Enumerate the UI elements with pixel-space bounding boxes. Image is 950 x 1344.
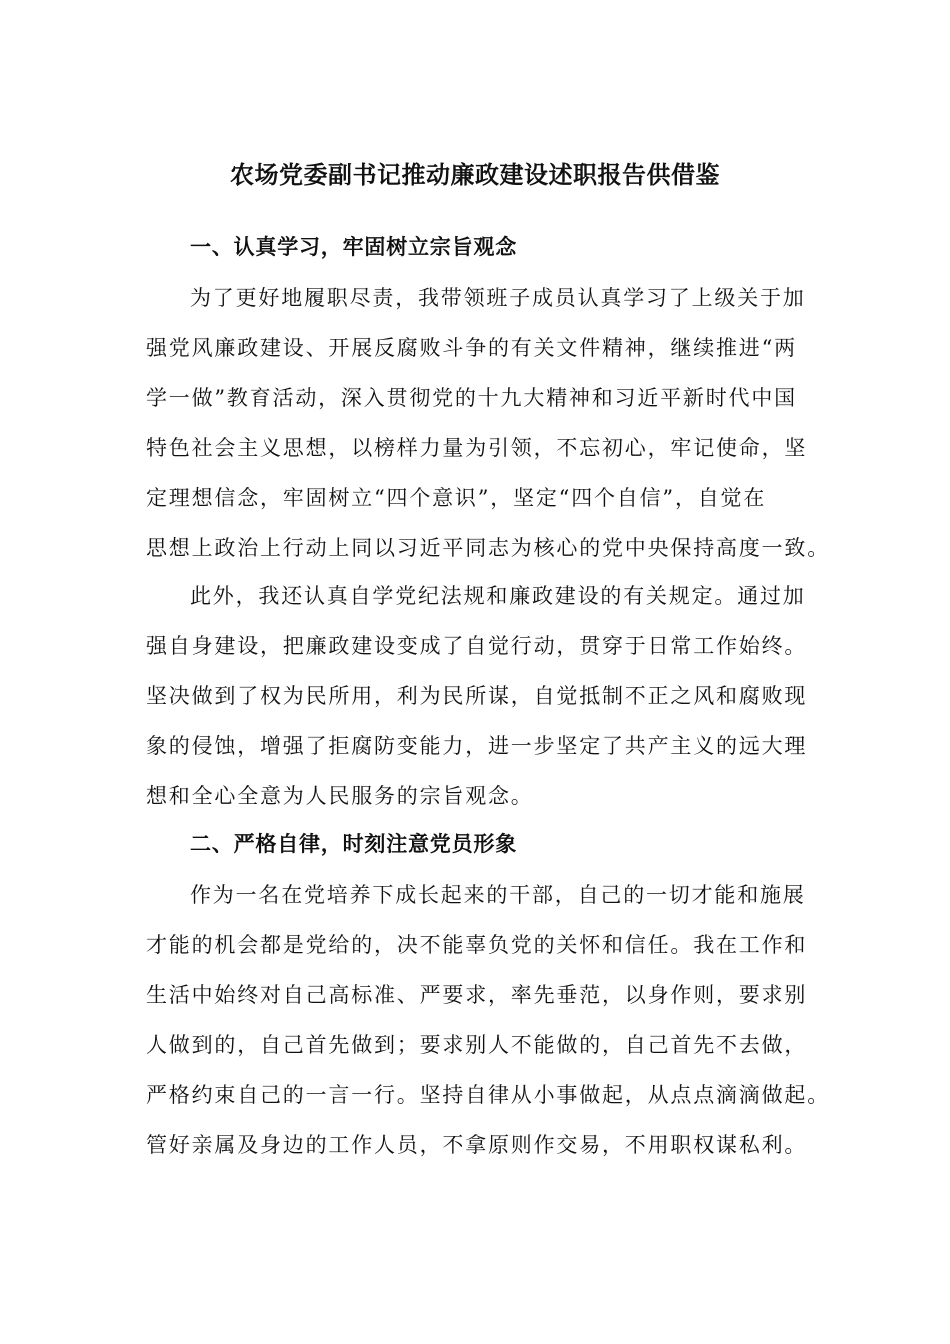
text-line: 思想上政治上行动上同以习近平同志为核心的党中央保持高度一致。 (146, 536, 830, 560)
text-line: 想和全心全意为人民服务的宗旨观念。 (146, 784, 534, 808)
document-title: 农场党委副书记推动廉政建设述职报告供借鉴 (230, 160, 720, 189)
text-line: 特色社会主义思想，以榜样力量为引领，不忘初心，牢记使命，坚 (146, 436, 808, 460)
text-line: 象的侵蚀，增强了拒腐防变能力，进一步坚定了共产主义的远大理 (146, 734, 808, 758)
text-line: 定理想信念，牢固树立“四个意识”，坚定“四个自信”，自觉在 (146, 486, 767, 510)
text-line: 强党风廉政建设、开展反腐败斗争的有关文件精神，继续推进“两 (146, 336, 797, 360)
section-heading-2: 二、严格自律，时刻注意党员形象 (190, 831, 517, 856)
text-line: 才能的机会都是党给的，决不能辜负党的关怀和信任。我在工作和 (146, 933, 808, 957)
text-line: 人做到的，自己首先做到；要求别人不能做的，自己首先不去做， (146, 1033, 808, 1057)
text-line: 作为一名在党培养下成长起来的干部，自己的一切才能和施展 (190, 883, 806, 907)
section-heading-1: 一、认真学习，牢固树立宗旨观念 (190, 234, 517, 259)
text-line: 坚决做到了权为民所用，利为民所谋，自觉抵制不正之风和腐败现 (146, 684, 808, 708)
text-line: 生活中始终对自己高标准、严要求，率先垂范，以身作则，要求别 (146, 983, 808, 1007)
section-1-paragraph-1 (146, 273, 830, 573)
text-line: 为了更好地履职尽责，我带领班子成员认真学习了上级关于加 (190, 286, 806, 310)
section-2-paragraph-1 (146, 870, 830, 1170)
text-line: 此外，我还认真自学党纪法规和廉政建设的有关规定。通过加 (190, 584, 806, 608)
text-line: 强自身建设，把廉政建设变成了自觉行动，贯穿于日常工作始终。 (146, 634, 808, 658)
text-line: 管好亲属及身边的工作人员，不拿原则作交易，不用职权谋私利。 (146, 1133, 808, 1157)
section-1-paragraph-2 (146, 571, 816, 821)
text-line: 学一做”教育活动，深入贯彻党的十九大精神和习近平新时代中国 (146, 386, 797, 410)
text-line: 严格约束自己的一言一行。坚持自律从小事做起，从点点滴滴做起。 (146, 1083, 830, 1107)
